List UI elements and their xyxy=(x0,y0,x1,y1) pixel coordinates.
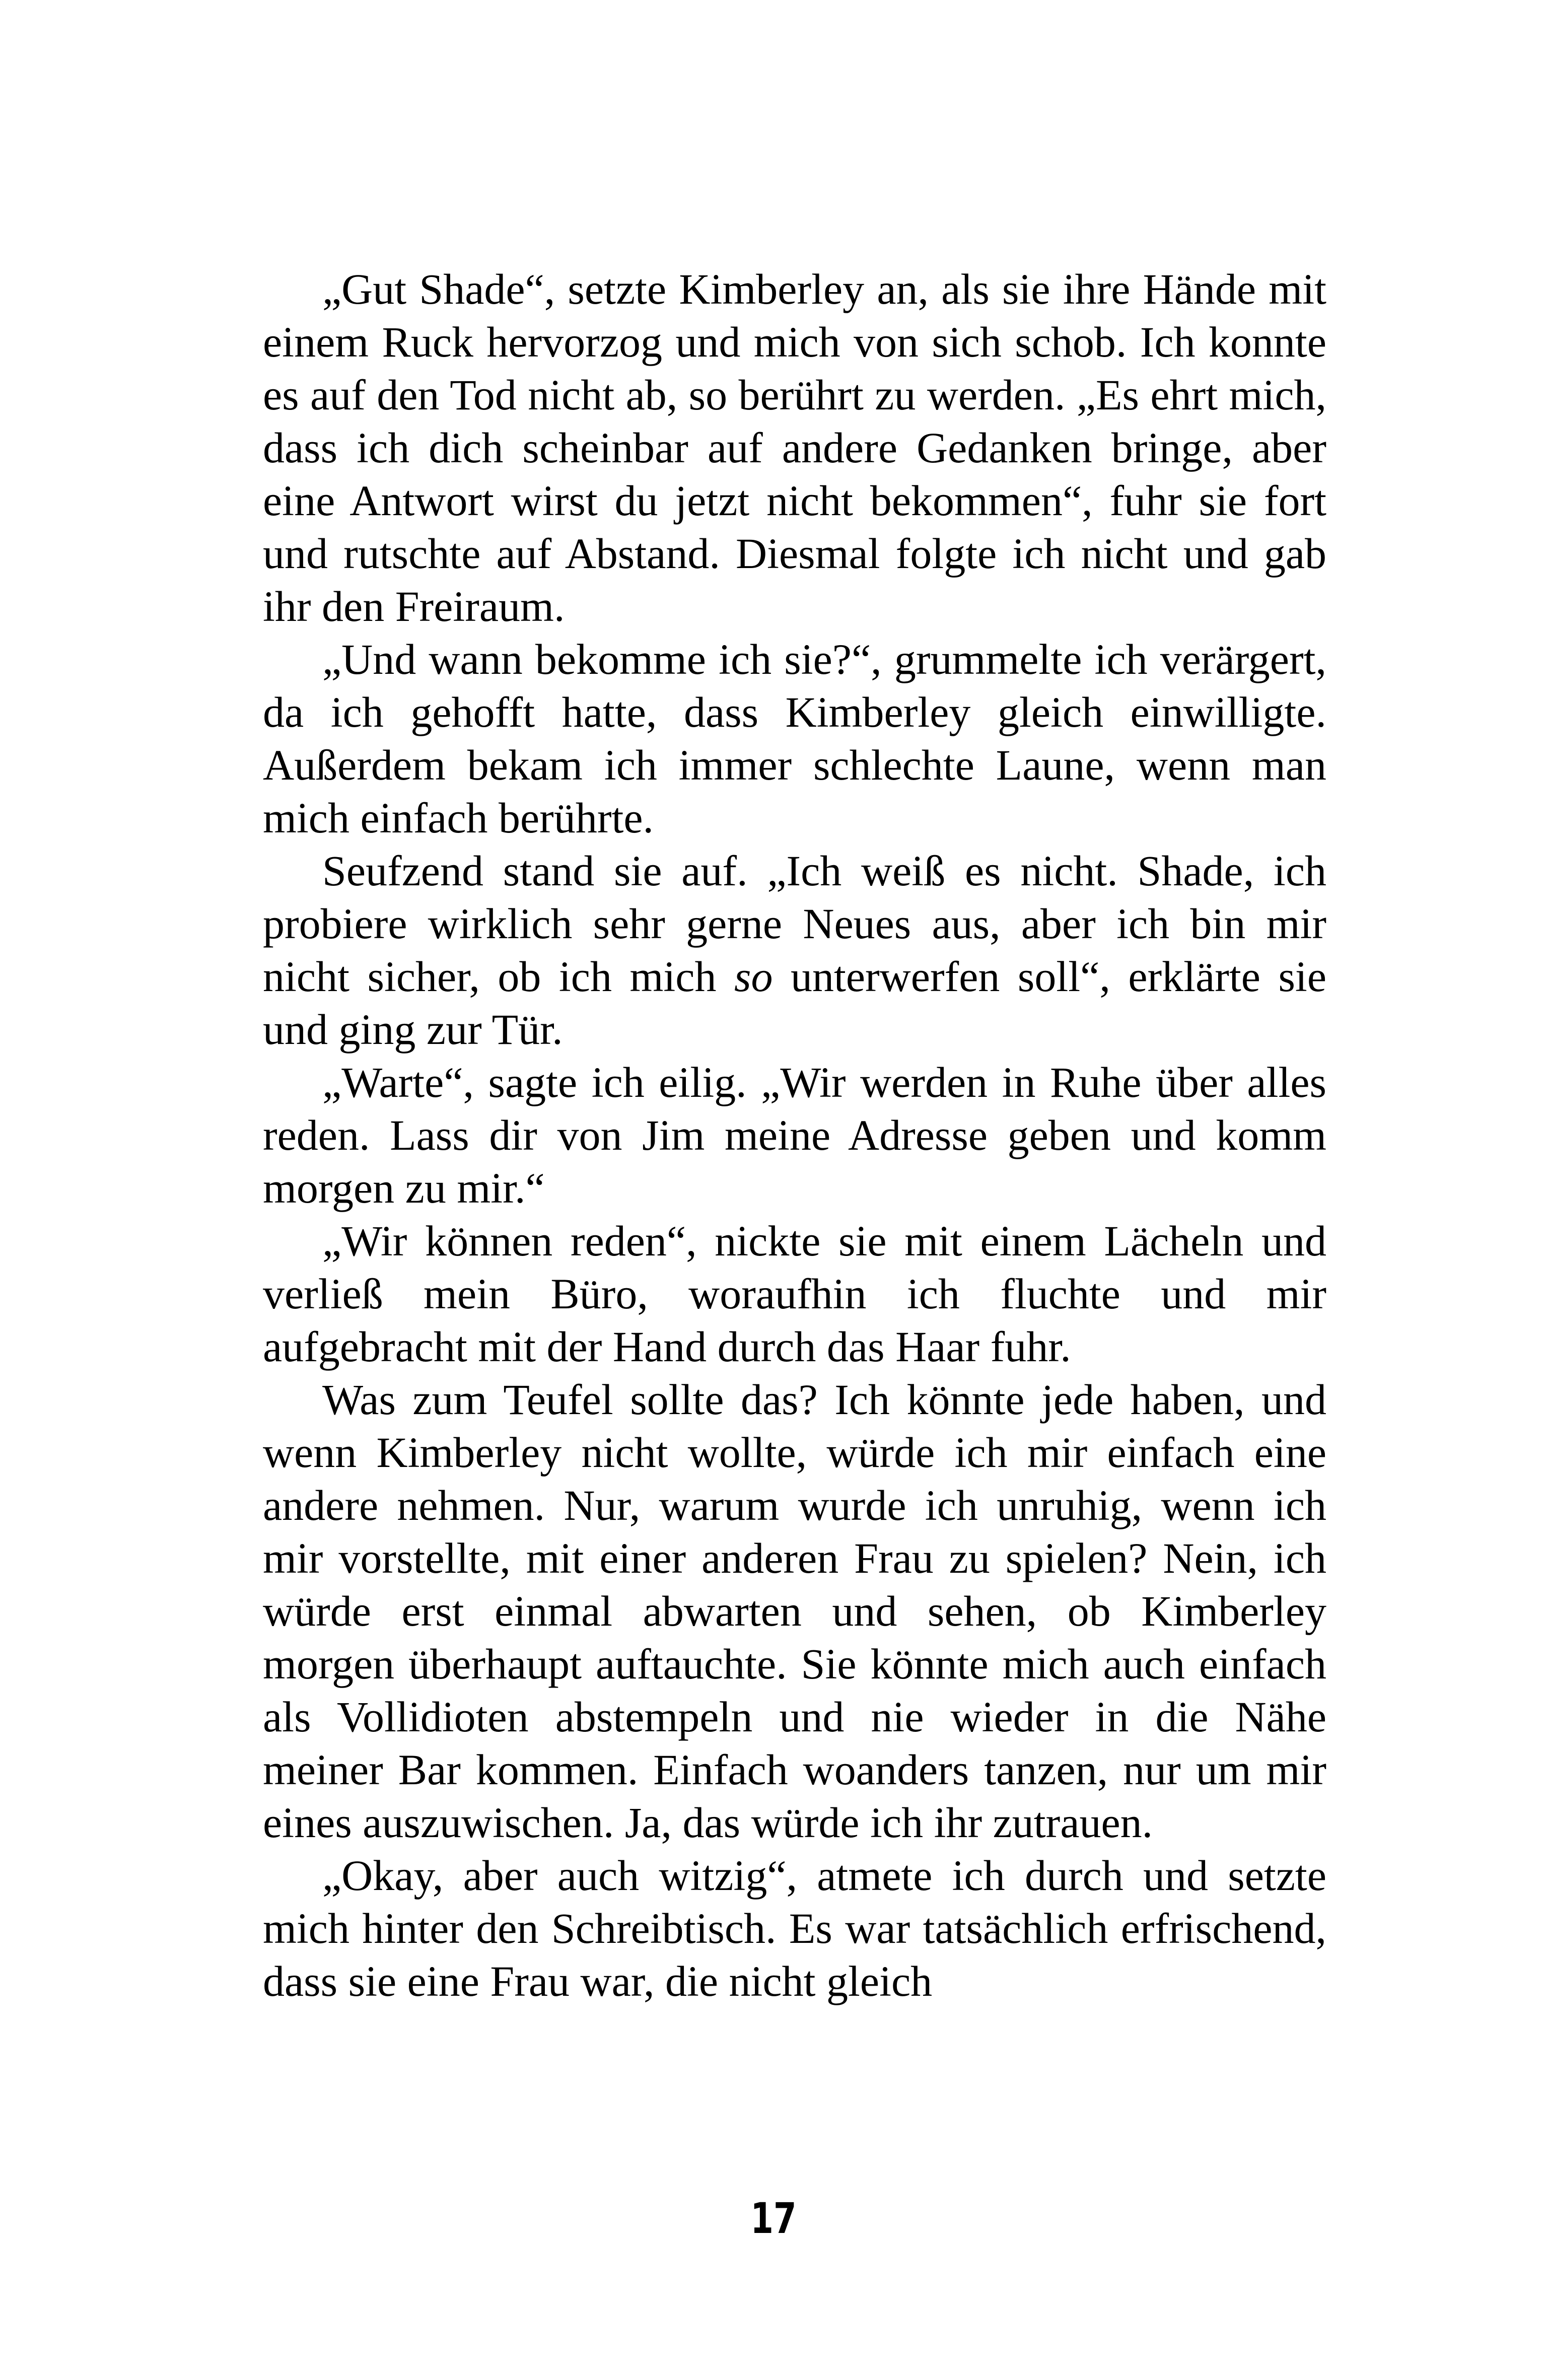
paragraph-3 xyxy=(263,845,1326,1056)
paragraph-3-text-before: Seufzend stand sie auf. „Ich weiß es nicht. Shade, ich probiere wirklich sehr gerne Neues aus, aber ich bin mir nicht sicher, ob ich mich xyxy=(263,847,1326,1001)
paragraph-1: „Gut Shade“, setzte Kimberley an, als sie ihre Hände mit einem Ruck hervorzog und mich von sich schob. Ich konnte es auf den Tod nicht ab, so berührt zu werden. „Es ehrt mich, dass ich dich scheinbar auf andere Gedanken bringe, aber eine Antwort wirst du jetzt nicht bekommen“, fuhr sie fort und rutschte auf Abstand. Diesmal folgte ich nicht und gab ihr den Freiraum. xyxy=(263,265,1326,631)
paragraph-2: „Und wann bekomme ich sie?“, grummelte ich verärgert, da ich gehofft hatte, dass Kimberley gleich einwilligte. Außerdem bekam ich immer schlechte Laune, wenn man mich einfach berührte. xyxy=(263,635,1326,842)
paragraph-7: „Okay, aber auch witzig“, atmete ich durch und setzte mich hinter den Schreibtisch. Es war tatsächlich erfrischend, dass sie eine Frau war, die nicht gleich xyxy=(263,1851,1326,2005)
paragraph-3-text-after: unterwerfen soll“, erklärte sie und ging zur Tür. xyxy=(263,952,1326,1054)
paragraph-5: „Wir können reden“, nickte sie mit einem Lächeln und verließ mein Büro, woraufhin ich fluchte und mir aufgebracht mit der Hand durch das Haar fuhr. xyxy=(263,1217,1326,1371)
paragraph-6: Was zum Teufel sollte das? Ich könnte jede haben, und wenn Kimberley nicht wollte, würde ich mir einfach eine andere nehmen. Nur, warum wurde ich unruhig, wenn ich mir vorstellte, mit einer anderen Frau zu spielen? Nein, ich würde erst einmal abwarten und sehen, ob Kimberley morgen überhaupt auftauchte. Sie könnte mich auch einfach als Vollidioten abstempeln und nie wieder in die Nähe meiner Bar kommen. Einfach woanders tanzen, nur um mir eines auszuwischen. Ja, das würde ich ihr zutrauen. xyxy=(263,1375,1326,1847)
page-number: 17 xyxy=(750,2194,797,2243)
paragraph-4: „Warte“, sagte ich eilig. „Wir werden in Ruhe über alles reden. Lass dir von Jim meine Adresse geben und komm morgen zu mir.“ xyxy=(263,1058,1326,1212)
emphasized-word: so xyxy=(734,952,773,1001)
body-text xyxy=(263,263,1326,2008)
